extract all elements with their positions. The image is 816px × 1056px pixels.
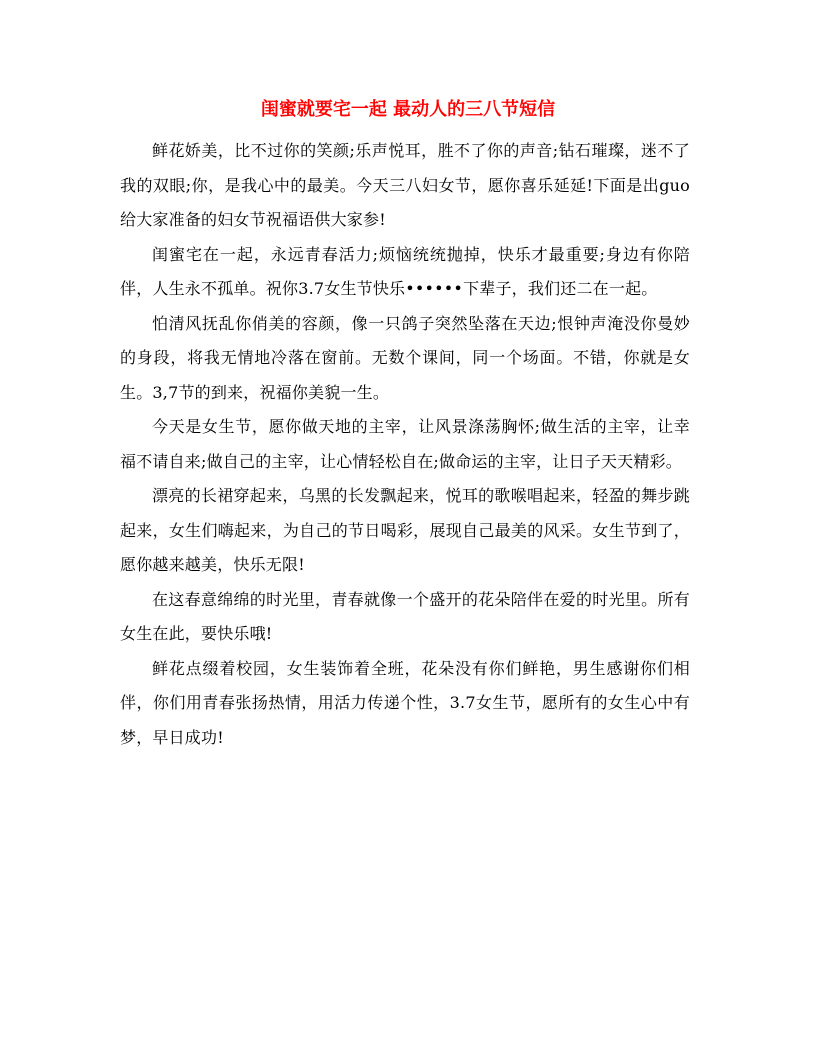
paragraph-3: 怕清风抚乱你俏美的容颜，像一只鸽子突然坠落在天边;恨钟声淹没你曼妙的身段，将我无情地冷落在窗前。无数个课间，同一个场面。不错，你就是女生。3,7节的到来，祝福你美貌一生。 [120,313,690,402]
document-body [120,134,690,755]
paragraph-4: 今天是女生节，愿你做天地的主宰，让风景涤荡胸怀;做生活的主宰，让幸福不请自来;做自己的主宰，让心情轻松自在;做命运的主宰，让日子天天精彩。 [120,417,690,471]
document-title: 闺蜜就要宅一起 最动人的三八节短信 [260,99,556,120]
paragraph-1: 鲜花娇美，比不过你的笑颜;乐声悦耳，胜不了你的声音;钻石璀璨，迷不了我的双眼;你，是我心中的最美。今天三八妇女节，愿你喜乐延延!下面是出guo给大家准备的妇女节祝福语供大家参! [120,141,690,229]
paragraph-2: 闺蜜宅在一起，永远青春活力;烦恼统统抛掉，快乐才最重要;身边有你陪伴，人生永不孤单。祝你3.7女生节快乐••••••下辈子，我们还二在一起。 [120,244,690,298]
paragraph-5: 漂亮的长裙穿起来，乌黑的长发飘起来，悦耳的歌喉唱起来，轻盈的舞步跳起来，女生们嗨起来，为自己的节日喝彩，展现自己最美的风采。女生节到了，愿你越来越美，快乐无限! [120,486,690,574]
paragraph-7: 鲜花点缀着校园，女生装饰着全班，花朵没有你们鲜艳，男生感谢你们相伴，你们用青春张扬热情，用活力传递个性，3.7女生节，愿所有的女生心中有梦，早日成功! [120,658,690,747]
paragraph-6: 在这春意绵绵的时光里，青春就像一个盛开的花朵陪伴在爱的时光里。所有女生在此，要快乐哦! [120,589,690,643]
